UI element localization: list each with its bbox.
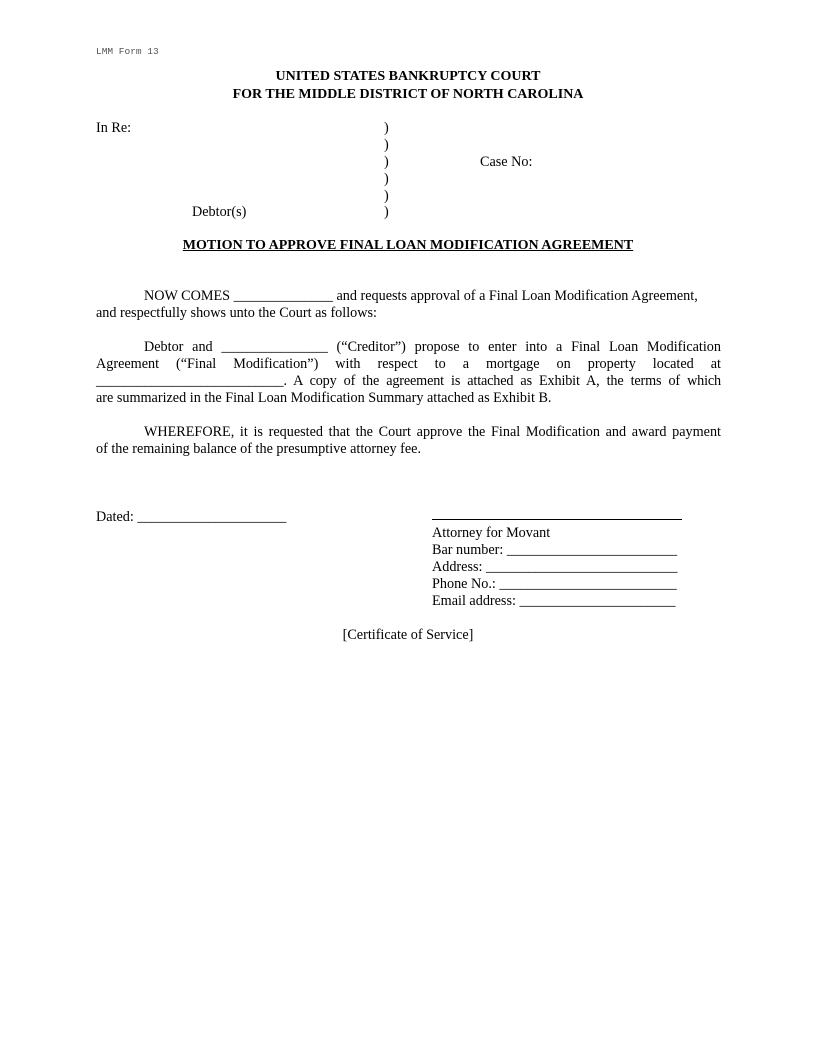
case-no-label: Case No:: [480, 154, 533, 170]
paragraph-2-line-4: are summarized in the Final Loan Modification Summary attached as Exhibit B.: [96, 390, 552, 406]
caption-paren: ): [384, 120, 389, 136]
caption-paren: ): [384, 188, 389, 204]
dated-line: Dated: _____________________: [96, 509, 287, 525]
attorney-signature-line: [432, 519, 682, 520]
caption-paren: ): [384, 204, 389, 220]
phone-line: Phone No.: _________________________: [432, 576, 677, 592]
paragraph-2-line-3: ___________________________. A copy of the agreement is attached as Exhibit A, the terms of which: [96, 373, 721, 389]
court-name: UNITED STATES BANKRUPTCY COURT: [275, 69, 541, 84]
court-district: FOR THE MIDDLE DISTRICT OF NORTH CAROLINA: [232, 87, 584, 102]
in-re-label: In Re:: [96, 120, 132, 136]
paragraph-2-line-1: Debtor and _______________ (“Creditor”) propose to enter into a Final Loan Modification: [144, 339, 721, 355]
form-id: LMM Form 13: [96, 46, 159, 57]
debtor-label: Debtor(s): [192, 204, 247, 220]
paragraph-2-line-2: Agreement (“Final Modification”) with respect to a mortgage on property located at: [96, 356, 721, 372]
certificate-of-service: [Certificate of Service]: [342, 627, 474, 643]
paragraph-3-line-1: WHEREFORE, it is requested that the Court approve the Final Modification and award payment: [144, 424, 721, 440]
motion-title: MOTION TO APPROVE FINAL LOAN MODIFICATION AGREEMENT: [182, 238, 634, 253]
bar-number-line: Bar number: ________________________: [432, 542, 678, 558]
paragraph-1-line-1: NOW COMES ______________ and requests approval of a Final Loan Modification Agreement,: [144, 288, 698, 304]
address-line: Address: ___________________________: [432, 559, 678, 575]
caption-paren: ): [384, 154, 389, 170]
paragraph-3-line-2: of the remaining balance of the presumptive attorney fee.: [96, 441, 421, 457]
paragraph-1-line-2: and respectfully shows unto the Court as follows:: [96, 305, 377, 321]
email-line: Email address: ______________________: [432, 593, 676, 609]
caption-paren: ): [384, 137, 389, 153]
caption-paren: ): [384, 171, 389, 187]
attorney-label: Attorney for Movant: [432, 525, 551, 541]
